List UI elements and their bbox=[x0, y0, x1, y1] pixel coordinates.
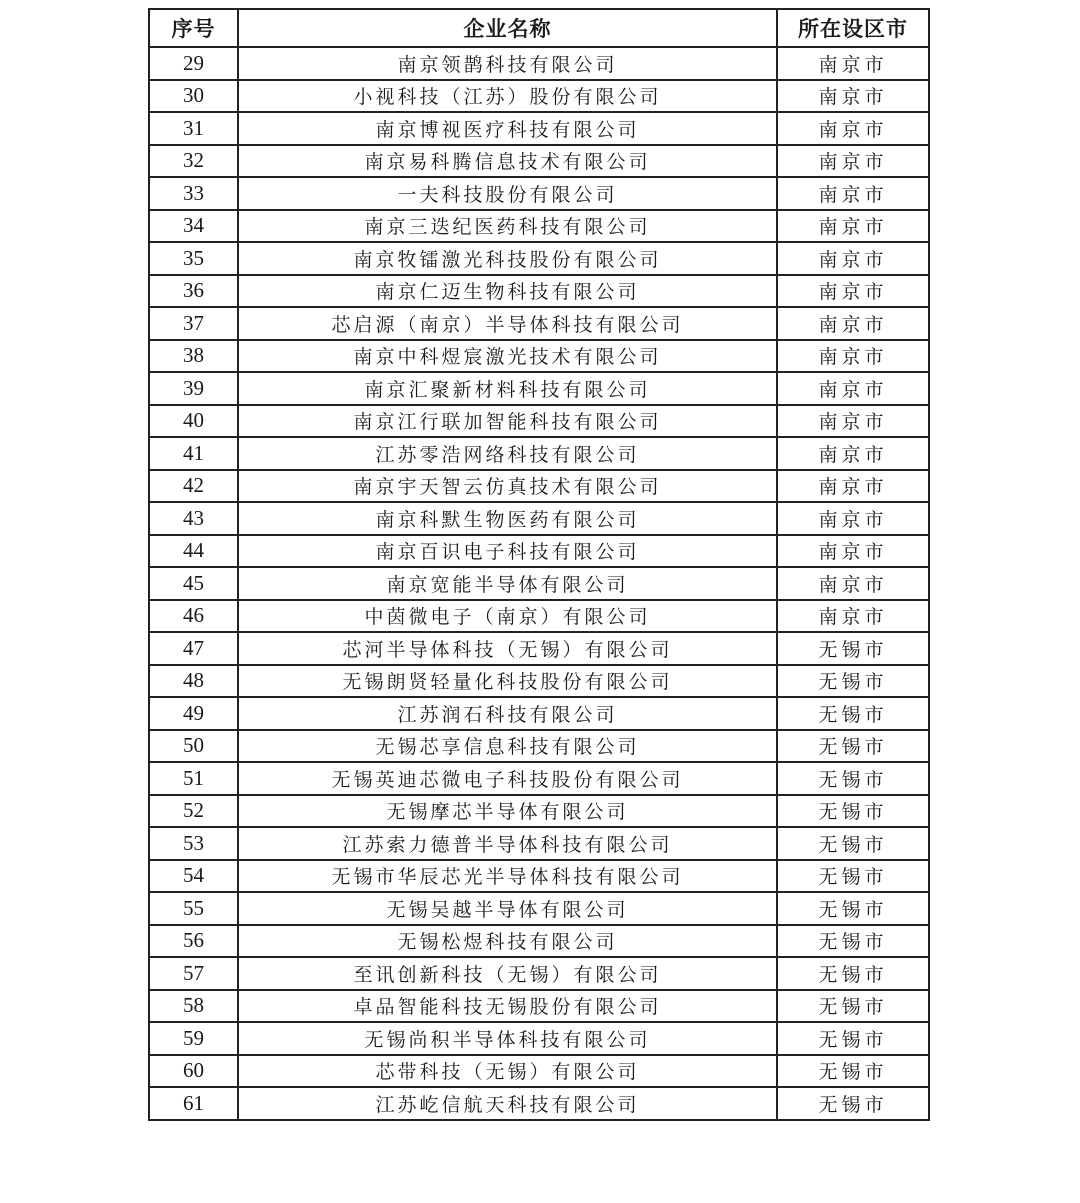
row-company-name-cell: 江苏零浩网络科技有限公司 bbox=[238, 437, 777, 470]
row-city-cell: 南京市 bbox=[777, 210, 929, 243]
row-index-cell: 34 bbox=[149, 210, 238, 243]
header-city: 所在设区市 bbox=[777, 9, 929, 47]
row-index-cell: 59 bbox=[149, 1022, 238, 1055]
row-index-cell: 46 bbox=[149, 600, 238, 633]
table-row bbox=[149, 957, 929, 990]
row-company-name-cell: 无锡摩芯半导体有限公司 bbox=[238, 795, 777, 828]
table-header-row bbox=[149, 9, 929, 47]
table-row bbox=[149, 990, 929, 1023]
row-index-cell: 57 bbox=[149, 957, 238, 990]
row-company-name-cell: 无锡英迪芯微电子科技股份有限公司 bbox=[238, 762, 777, 795]
header-index: 序号 bbox=[149, 9, 238, 47]
header-company-name: 企业名称 bbox=[238, 9, 777, 47]
row-company-name-cell: 南京博视医疗科技有限公司 bbox=[238, 112, 777, 145]
row-index-cell: 32 bbox=[149, 145, 238, 178]
table-row bbox=[149, 502, 929, 535]
table-body bbox=[149, 47, 929, 1120]
row-index-cell: 60 bbox=[149, 1055, 238, 1088]
row-city-cell: 南京市 bbox=[777, 600, 929, 633]
row-city-cell: 南京市 bbox=[777, 372, 929, 405]
table-row bbox=[149, 177, 929, 210]
table-row bbox=[149, 762, 929, 795]
row-company-name-cell: 南京中科煜宸激光技术有限公司 bbox=[238, 340, 777, 373]
row-company-name-cell: 芯带科技（无锡）有限公司 bbox=[238, 1055, 777, 1088]
table-row bbox=[149, 1087, 929, 1120]
row-index-cell: 40 bbox=[149, 405, 238, 438]
row-company-name-cell: 南京科默生物医药有限公司 bbox=[238, 502, 777, 535]
row-company-name-cell: 南京领鹊科技有限公司 bbox=[238, 47, 777, 80]
table-row bbox=[149, 730, 929, 763]
table-row bbox=[149, 665, 929, 698]
row-company-name-cell: 南京江行联加智能科技有限公司 bbox=[238, 405, 777, 438]
row-company-name-cell: 南京牧镭激光科技股份有限公司 bbox=[238, 242, 777, 275]
row-city-cell: 无锡市 bbox=[777, 730, 929, 763]
row-city-cell: 南京市 bbox=[777, 242, 929, 275]
row-city-cell: 无锡市 bbox=[777, 892, 929, 925]
row-city-cell: 南京市 bbox=[777, 177, 929, 210]
row-index-cell: 48 bbox=[149, 665, 238, 698]
row-city-cell: 无锡市 bbox=[777, 632, 929, 665]
row-index-cell: 30 bbox=[149, 80, 238, 113]
row-index-cell: 39 bbox=[149, 372, 238, 405]
row-index-cell: 38 bbox=[149, 340, 238, 373]
table-row bbox=[149, 470, 929, 503]
row-index-cell: 31 bbox=[149, 112, 238, 145]
table-row bbox=[149, 795, 929, 828]
row-city-cell: 南京市 bbox=[777, 47, 929, 80]
enterprise-table-container bbox=[148, 8, 928, 1121]
table-row bbox=[149, 1055, 929, 1088]
row-company-name-cell: 南京三迭纪医药科技有限公司 bbox=[238, 210, 777, 243]
row-index-cell: 51 bbox=[149, 762, 238, 795]
row-index-cell: 43 bbox=[149, 502, 238, 535]
row-index-cell: 45 bbox=[149, 567, 238, 600]
row-index-cell: 52 bbox=[149, 795, 238, 828]
row-company-name-cell: 至讯创新科技（无锡）有限公司 bbox=[238, 957, 777, 990]
table-row bbox=[149, 437, 929, 470]
row-city-cell: 无锡市 bbox=[777, 827, 929, 860]
row-company-name-cell: 芯河半导体科技（无锡）有限公司 bbox=[238, 632, 777, 665]
row-index-cell: 47 bbox=[149, 632, 238, 665]
table-row bbox=[149, 275, 929, 308]
row-company-name-cell: 卓品智能科技无锡股份有限公司 bbox=[238, 990, 777, 1023]
row-index-cell: 42 bbox=[149, 470, 238, 503]
row-company-name-cell: 一夫科技股份有限公司 bbox=[238, 177, 777, 210]
row-company-name-cell: 江苏屹信航天科技有限公司 bbox=[238, 1087, 777, 1120]
row-company-name-cell: 南京宽能半导体有限公司 bbox=[238, 567, 777, 600]
row-index-cell: 58 bbox=[149, 990, 238, 1023]
row-index-cell: 44 bbox=[149, 535, 238, 568]
table-row bbox=[149, 307, 929, 340]
table-row bbox=[149, 340, 929, 373]
row-index-cell: 36 bbox=[149, 275, 238, 308]
row-index-cell: 56 bbox=[149, 925, 238, 958]
table-row bbox=[149, 567, 929, 600]
row-city-cell: 无锡市 bbox=[777, 1087, 929, 1120]
row-company-name-cell: 南京易科腾信息技术有限公司 bbox=[238, 145, 777, 178]
table-row bbox=[149, 47, 929, 80]
row-company-name-cell: 无锡吴越半导体有限公司 bbox=[238, 892, 777, 925]
row-city-cell: 南京市 bbox=[777, 405, 929, 438]
row-city-cell: 无锡市 bbox=[777, 957, 929, 990]
table-row bbox=[149, 210, 929, 243]
row-company-name-cell: 无锡市华辰芯光半导体科技有限公司 bbox=[238, 860, 777, 893]
row-city-cell: 无锡市 bbox=[777, 762, 929, 795]
table-row bbox=[149, 600, 929, 633]
row-index-cell: 55 bbox=[149, 892, 238, 925]
table-row bbox=[149, 697, 929, 730]
row-company-name-cell: 无锡松煜科技有限公司 bbox=[238, 925, 777, 958]
table-row bbox=[149, 112, 929, 145]
row-city-cell: 无锡市 bbox=[777, 860, 929, 893]
table-row bbox=[149, 535, 929, 568]
row-city-cell: 无锡市 bbox=[777, 990, 929, 1023]
row-company-name-cell: 无锡芯享信息科技有限公司 bbox=[238, 730, 777, 763]
row-index-cell: 33 bbox=[149, 177, 238, 210]
row-city-cell: 无锡市 bbox=[777, 697, 929, 730]
row-company-name-cell: 南京仁迈生物科技有限公司 bbox=[238, 275, 777, 308]
table-row bbox=[149, 405, 929, 438]
row-city-cell: 南京市 bbox=[777, 470, 929, 503]
row-index-cell: 53 bbox=[149, 827, 238, 860]
row-company-name-cell: 南京汇聚新材料科技有限公司 bbox=[238, 372, 777, 405]
table-row bbox=[149, 242, 929, 275]
table-row bbox=[149, 372, 929, 405]
row-company-name-cell: 无锡朗贤轻量化科技股份有限公司 bbox=[238, 665, 777, 698]
row-city-cell: 无锡市 bbox=[777, 1055, 929, 1088]
row-city-cell: 南京市 bbox=[777, 307, 929, 340]
row-city-cell: 无锡市 bbox=[777, 925, 929, 958]
row-index-cell: 61 bbox=[149, 1087, 238, 1120]
row-company-name-cell: 小视科技（江苏）股份有限公司 bbox=[238, 80, 777, 113]
row-index-cell: 35 bbox=[149, 242, 238, 275]
table-row bbox=[149, 632, 929, 665]
row-company-name-cell: 芯启源（南京）半导体科技有限公司 bbox=[238, 307, 777, 340]
row-city-cell: 无锡市 bbox=[777, 1022, 929, 1055]
table-row bbox=[149, 827, 929, 860]
row-city-cell: 南京市 bbox=[777, 535, 929, 568]
row-city-cell: 南京市 bbox=[777, 340, 929, 373]
table-row bbox=[149, 860, 929, 893]
row-company-name-cell: 中茵微电子（南京）有限公司 bbox=[238, 600, 777, 633]
row-city-cell: 南京市 bbox=[777, 502, 929, 535]
row-city-cell: 无锡市 bbox=[777, 665, 929, 698]
row-company-name-cell: 无锡尚积半导体科技有限公司 bbox=[238, 1022, 777, 1055]
table-row bbox=[149, 80, 929, 113]
row-index-cell: 29 bbox=[149, 47, 238, 80]
row-city-cell: 南京市 bbox=[777, 112, 929, 145]
table-row bbox=[149, 1022, 929, 1055]
row-index-cell: 50 bbox=[149, 730, 238, 763]
row-city-cell: 南京市 bbox=[777, 145, 929, 178]
enterprise-table bbox=[148, 8, 930, 1121]
row-city-cell: 南京市 bbox=[777, 275, 929, 308]
row-index-cell: 54 bbox=[149, 860, 238, 893]
row-index-cell: 37 bbox=[149, 307, 238, 340]
row-city-cell: 南京市 bbox=[777, 437, 929, 470]
row-city-cell: 无锡市 bbox=[777, 795, 929, 828]
row-company-name-cell: 南京宇天智云仿真技术有限公司 bbox=[238, 470, 777, 503]
row-index-cell: 41 bbox=[149, 437, 238, 470]
row-company-name-cell: 江苏索力德普半导体科技有限公司 bbox=[238, 827, 777, 860]
row-company-name-cell: 江苏润石科技有限公司 bbox=[238, 697, 777, 730]
table-row bbox=[149, 925, 929, 958]
table-row bbox=[149, 145, 929, 178]
row-city-cell: 南京市 bbox=[777, 80, 929, 113]
row-index-cell: 49 bbox=[149, 697, 238, 730]
row-company-name-cell: 南京百识电子科技有限公司 bbox=[238, 535, 777, 568]
row-city-cell: 南京市 bbox=[777, 567, 929, 600]
table-row bbox=[149, 892, 929, 925]
